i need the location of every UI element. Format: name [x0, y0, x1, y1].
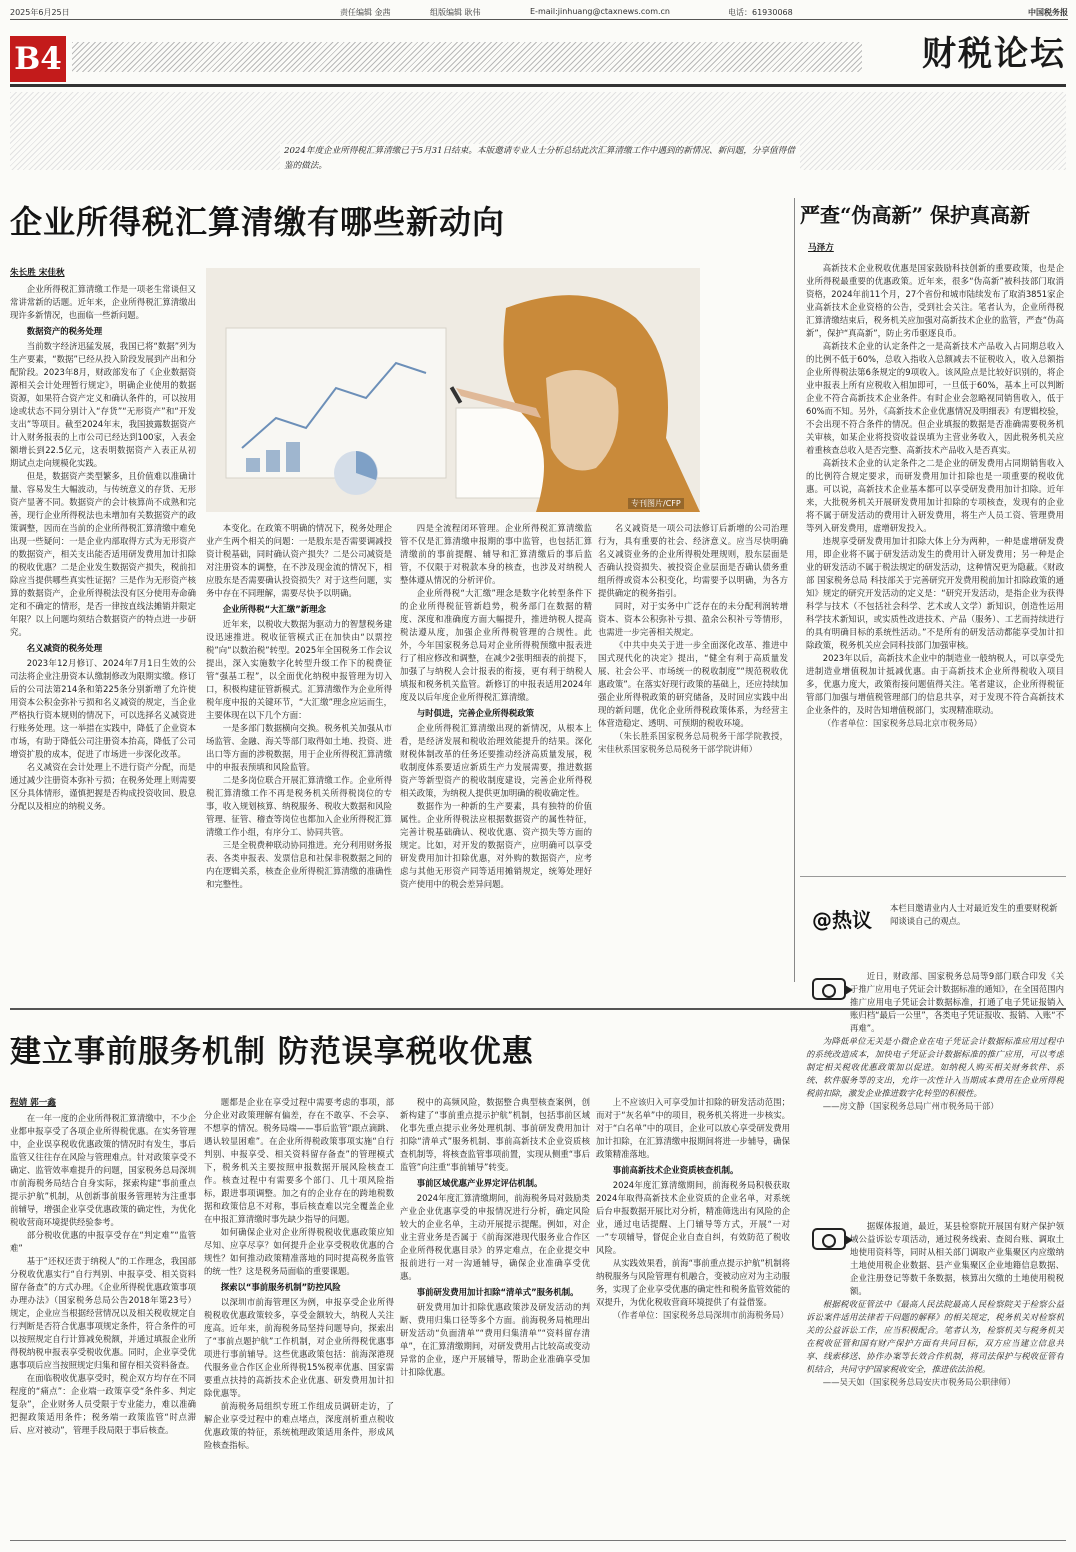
- issue-date: 2025年6月25日: [10, 8, 70, 17]
- hot-topic-description: 本栏目邀请业内人士对最近发生的重要财税新闻谈谈自己的观点。: [890, 903, 1058, 926]
- paragraph: 本变化。在政策不明确的情况下，税务处理企业产生两个相关的问题：一是股东是否需要调减投资计税基础，同时确认资产损失？二是公司减资是对注册资本的调整，在不涉及现金流的情况下，相应股东是否需要确认投资损失？对于这些问题，实务中存在不同理解，需要尽快予以明确。: [206, 523, 392, 598]
- header-hatch-decoration: [72, 42, 862, 72]
- paragraph: 部分税收优惠的申报享受存在“判定难”“监管难”: [10, 1230, 196, 1253]
- hot-item2-news: 据媒体报道，最近，某县检察院开展国有财产保护领域公益诉讼专项活动，通过税务线索、查阅台账、调取土地使用资料等，同时从相关部门调取产业集聚区内应缴纳土地使用税企业数据、县产业集聚区企业地籍信息数据、企业注册登记等数千条数据，核算出欠缴的土地使用税税额。: [850, 1221, 1064, 1296]
- article1-column-3: [400, 522, 592, 994]
- paragraph: 前海税务局组织专班工作组成员调研走访，了解企业享受过程中的难点堵点，深度剖析重点税收优惠政策的特征，系统梳理政策适用条件，形成风险核查指标。: [204, 1401, 394, 1450]
- paragraph: 高新技术企业的认定条件之一是高新技术产品收入占同期总收入的比例不低于60%，总收入指收入总额减去不征税收入，收入总额指企业所得税法第6条规定的9项收入。该风险点是比较好识别的，将企业申报表上所有应税收入相加即可，一旦低于60%，基本上可以判断企业不符合高新技术企业条件。有时企业会忽略视同销售收入，低于60%而不知。另外，《高新技术企业优惠情况及明细表》有逻辑校验，不会出现不符合条件的情况。但企业填报的数据是否准确需要税务机关审核，如某企业将投资收益误填为主营业务收入，因此税务机关应着重核查总收入是否完整、高新技术产品收入是否真实。: [806, 341, 1064, 455]
- column-divider: [794, 198, 795, 982]
- paragraph: 当前数字经济迅猛发展，我国已将“数据”列为生产要素，“数据”已经从投入阶段发展到产出和分配阶段。2023年8月，财政部发布了《企业数据资源相关会计处理暂行规定》，明确企业使用的数据资源，如果符合资产定义和确认条件的，可以按用途或状态不同分别计入“存货”“无形资产”和“开发支出”等项目。截至2024年末，我国披露数据资产计入财务报表的上市公司已经达到100家，入表金额增长到22.5亿元，这表明数据资产入表正从初期试点走向规模化实践。: [10, 341, 196, 468]
- article1-column-1: [10, 283, 196, 993]
- paragraph: 2023年12月修订、2024年7月1日生效的公司法将企业注册资本认缴制修改为限期实缴。修订后的公司法第214条和第225条分别新增了允许使用资本公积金弥补亏损和名义减资的规定，当企业严格执行资本规则的情况下，可以选择名义减资进行账务处理。这一举措在实践中，降低了企业资本市场，有助于降低公司注册资本抬高，降低了公司增资扩股的成本，促进了市场进一步深化改革。: [10, 658, 196, 759]
- paragraph: 企业所得税汇算清缴出现的新情况，从根本上看，是经济发展和税收治理效能提升的结果。深化财税体制改革的任务还要推动经济高质量发展，税收制度体系要适应新质生产力发展需要，推进数据资产等新型资产的税收制度建设，完善企业所得税相关政策，为纳税人提供更加明确的税收确定性。: [400, 723, 592, 798]
- article3-headline: 建立事前服务机制 防范误享税收优惠: [10, 1034, 534, 1070]
- paragraph: 题都是企业在享受过程中需要考虑的事项，部分企业对政策理解有偏差，存在不敢享、不会享、不想享的情况。税务局端——事后监管“跟点滴跳、遇认较显困难”。在企业所得税政策事项实施“自行判别、申报享受、相关资料留存备查”的管理模式下，税务机关主要按照申报数据开展风险核查工作。核查过程中有需要多个部门、几十项风险指标，跟进事项调整。加之有的企业存在的跨地税数据和政策信息不对称，事后核查难以完全覆盖企业在申报汇算清缴时事先缺少指导的问题。: [204, 1097, 394, 1224]
- article3-byline: 程婧 郭一鑫: [10, 1098, 56, 1108]
- bottom-rule: [10, 1540, 1066, 1541]
- paragraph: 研发费用加计扣除优惠政策涉及研发活动的判断、费用归集口径等多个方面。前海税务局梳理出研发活动“负面清单”“费用归集清单”“资料留存清单”，在汇算清缴期间，对研发费用占比较高或变动异常的企业，逐户开展辅导，帮助企业准确享受加计扣除优惠。: [400, 1302, 590, 1377]
- paragraph: 同时，对于实务中广泛存在的未分配利润转增资本、资本公积弥补亏损、盈余公积补亏等情形，也需进一步完善相关规定。: [598, 601, 788, 637]
- subheading: 探索以“事前服务机制”防控风险: [220, 1282, 341, 1292]
- article1-column-2: [206, 522, 392, 994]
- paragraph: 2023年以后，高新技术企业中的制造业一般纳税人，可以享受先进制造业增值税加计抵减优惠。由于高新技术企业所得税收入项目多，优惠力度大，政策衔接问题值得关注。笔者建议，企业所得税征管部门加强与增值税管理部门的信息共享，对于发现不符合高新技术企业条件的，及时告知增值税部门，实现精准联动。: [806, 653, 1064, 715]
- article1-byline: 朱长胜 宋佳秋: [10, 268, 65, 278]
- paragraph: 2024年度汇算清缴期间，前海税务局对鼓励类产业企业优惠享受的申报情况进行分析，确定风险较大的企业名单，主动开展提示提醒。例如，对企业主营业务是否属于《前海深港现代服务业合作区企业所得税优惠目录》的界定难点，在企业提交申报前进行一对一沟通辅导，确保企业准确享受优惠。: [400, 1193, 590, 1281]
- author-note: （朱长胜系国家税务总局税务干部学院教授，宋佳秋系国家税务总局税务干部学院讲师）: [598, 731, 788, 754]
- paragraph: 但是，数据资产类型繁多，且价值难以准确计量、容易发生大幅波动，与传统意义的存货、无形资产显著不同。数据资产的会计核算尚不成熟和完善，现行企业所得税法也未增加有关数据资产的政策调整，因而在当前的企业所得税汇算清缴中难免出现一些疑问：一是企业内部取得方式为无形资产的数据资产，相关支出能否适用研发费用加计扣除的税收优惠？二是企业发生数据资产损失，税前扣除应当提供哪些真实性证据？三是作为无形资产核算的数据资产，企业所得税法没有区分使用寿命确定和不确定的情形，是否一律按直线法摊销并限定年限？以上问题均须结合数据资产的特点进一步研究。: [10, 471, 196, 637]
- article3-column-3: [400, 1096, 590, 1536]
- article1-headline: 企业所得税汇算清缴有哪些新动向: [10, 203, 506, 241]
- article2-body: [806, 262, 1064, 862]
- page-number-badge: B4: [10, 36, 66, 82]
- paragraph: 企业所得税汇算清缴工作是一项老生常谈但又常讲常新的话题。近年来，企业所得税汇算清缴出现许多新情况，也面临一些新问题。: [10, 284, 196, 320]
- paragraph: 高新技术企业的认定条件之二是企业的研发费用占同期销售收入的比例符合规定要求，而研发费用加计扣除也是一项重要的税收优惠。可以说，高新技术企业基本都可以享受研发费用加计扣除。近年来，大批税务机关开展研发费用加计扣除的专项核查，发现有的企业将不属于研发活动的费用计入研发费用，将生产人员工资、管理费用等列入研发费用，虚增研发投入。: [806, 458, 1064, 533]
- subheading: 事前研发费用加计扣除“清单式”服务机制。: [416, 1287, 579, 1297]
- author-note: （作者单位：国家税务总局北京市税务局）: [822, 718, 982, 728]
- hot-item1-comment: 为降低单位无关是小微企业在电子凭证会计数据标准应用过程中的系统改造成本，加快电子凭证会计数据标准的推广应用，可以考虑制定相关税收优惠政策加以促进。如纳税人购买相关财务软件、系统、软件服务等的支出，允许一次性计入当期成本费用在企业所得税税前扣除，激发企业推进数字化转型的积极性。: [806, 1036, 1064, 1098]
- article3-column-1: [10, 1112, 196, 1536]
- photo-illustration: [206, 268, 700, 512]
- section-title: 财税论坛: [922, 34, 1066, 74]
- subheading: 企业所得税“大汇缴”新理念: [222, 604, 326, 614]
- subheading: 名义减资的税务处理: [26, 643, 103, 653]
- paper-name: 中国税务报: [1028, 8, 1068, 17]
- paragraph: 在一年一度的企业所得税汇算清缴中，不少企业都申报享受了各项企业所得税优惠。在实务管理中，企业误享税收优惠政策的情况时有发生，事后监管又往往存在风险与管理难点。针对政策享受不确定、监管效率难提升的问题，国家税务总局深圳市前海税务局结合自身实际，探索构建“事前重点提示护航”机制，从创新事前服务管理转为注重事前辅导，增强企业享受优惠政策的确定性，为优化税收营商环境提供经验参考。: [10, 1113, 196, 1227]
- hot-item2-comment: 根据税收征管法中《最高人民法院最高人民检察院关于检察公益诉讼案件适用法律若干问题的解释》的相关规定，税务机关对检察机关的公益诉讼工作，应当积极配合。笔者认为，检察机关与税务机关在税收征管和国有财产保护方面有共同目标，双方应当建立信息共享、线索移送、协作办案等长效合作机制，将司法保护与税收征管有机结合，共同守护国家税收安全，推进依法治税。: [806, 1299, 1064, 1374]
- paragraph: 近年来，以税收大数据为驱动力的智慧税务建设迅速推进。税收征管模式正在加快由“以票控税”向“以数治税”转型。2025年全国税务工作会议提出，深入实施数字化转型升级工作下的税费征管“强基工程”，以全面优化纳税申报管理为切入口，积极构建征管新模式。汇算清缴作为企业所得税年度申报的关键环节，“大汇缴”理念应运而生，主要体现在以下几个方面：: [206, 619, 392, 720]
- article2-headline: 严查“伪高新” 保护真高新: [800, 203, 1030, 227]
- paragraph: 上不应该归入可享受加计扣除的研发活动范围；而对于“灰名单”中的项目，税务机关将进一步核实。对于“白名单”中的项目，企业可以放心享受研发费用加计扣除，在汇算清缴申报期间将进一步辅导，确保政策精准落地。: [596, 1097, 790, 1159]
- hot-item2-signature: ——吴天如（国家税务总局安庆市税务局公职律师）: [822, 1377, 1016, 1387]
- photo-credit: 专刊图片/CFP: [628, 498, 684, 509]
- paragraph: 名义减资在会计处理上不进行资产分配，而是通过减少注册资本弥补亏损；在税务处理上则需要区分具体情形，谨慎把握是否构成投资收回、股息分配以及相应的纳税义务。: [10, 762, 196, 811]
- subheading: 事前区域优惠产业界定评估机制。: [416, 1178, 543, 1188]
- paragraph: 企业所得税“大汇缴”理念是数字化转型条件下的企业所得税征管新趋势，税务部门在数据的精度、深度和准确度方面大幅提升，推进纳税人提高税法遵从度，加强企业所得税管理的合规性。此外，今年国家税务总局对企业所得税预缴申报表进行了相应修改和调整，在减少2张明细表的前提下，加强了与纳税人会计报表的衔接，更有利于纳税人填报和税务机关监管。新修订的申报表适用2024年度及以后年度企业所得税汇算清缴。: [400, 588, 592, 702]
- article1-photo: [206, 268, 700, 512]
- contact-phone: 电话：61930068: [728, 8, 793, 17]
- paragraph: 在面临税收优惠享受时，税企双方均存在不同程度的“痛点”：企业端一政策享受“条件多、判定复杂”，企业财务人员受限于专业能力，难以准确把握政策适用条件；税务端一政策监管“时点滞后、应对被动”，管理手段局限于事后核查。: [10, 1373, 196, 1435]
- paragraph: 以深圳市前海管理区为例，申报享受企业所得税税收优惠政策较多，享受金额较大，纳税人关注度高。近年来，前海税务局坚持问题导向，探索出了“事前点题护航”工作机制，对企业所得税优惠事项进行事前辅导。这些优惠政策包括：前海深港现代服务业合作区企业所得税15%税率优惠、国家需要重点扶持的高新技术企业优惠、研发费用加计扣除优惠等。: [204, 1297, 394, 1398]
- hot-topic-item-2: [806, 1220, 1064, 1520]
- subheading: 事前高新技术企业资质核查机制。: [612, 1165, 739, 1175]
- paragraph: 2024年度汇算清缴期间，前海税务局积极获取2024年取得高新技术企业资质的企业名单，对系统后台申报数据开展比对分析，精准筛选出有风险的企业，通过电话提醒、上门辅导等方式，开展“一对一”专项辅导，督促企业自查自纠，有效防范了税收风险。: [596, 1180, 790, 1255]
- paragraph: 税中的高频风险，数据整合典型核查案例，创新构建了“事前重点提示护航”机制，包括事前区域化事先重点提示业务处理机制、事前研发费用加计扣除“清单式”服务机制、事前高新技术企业资质核查机制等，将核查监管事项前置，实现从侧重“事后监管”向注重“事前辅导”转变。: [400, 1097, 590, 1172]
- paragraph: 三是全税费种联动协同推进。充分利用财务报表、各类申报表、发票信息和社保非税数据之间的内在逻辑关系，核查企业所得税汇算清缴的准确性和完整性。: [206, 840, 392, 889]
- header-rule: [10, 84, 1066, 87]
- intro-lead: 2024年度企业所得税汇算清缴已于5月31日结束。本版邀请专业人士分析总结此次汇算清缴工作中遇到的新情况、新问题，分享值得借鉴的做法。: [280, 144, 800, 174]
- paragraph: 如何确保企业对企业所得税税收优惠政策应知尽知、应享尽享？如何提升企业享受税收优惠的合规性？如何推动政策精准落地的同时提高税务监管的统一性？这是税务局面临的重要课题。: [204, 1227, 394, 1276]
- subheading: 与时俱进，完善企业所得税政策: [416, 708, 535, 718]
- hot-topic-item-1: [806, 970, 1064, 1196]
- paragraph: 名义减资是一项公司法修订后新增的公司治理行为，具有重要的社会、经济意义。应当尽快明确名义减资业务的企业所得税处理规则，股东层面是否确认投资损失、被投资企业层面是否确认债务重组所得或资本公积变化，均需要予以明确，为各方提供确定的税务指引。: [598, 523, 788, 598]
- paragraph: 一是多部门数据横向交换。税务机关加强从市场监管、金融、海关等部门取得如土地、投资、进出口等方面的涉税数据，用于企业所得税汇算清缴中的申报表预填和风险监管。: [206, 723, 392, 772]
- paragraph: 二是多岗位联合开展汇算清缴工作。企业所得税汇算清缴工作不再是税务机关所得税岗位的专事，收入规划核算、纳税服务、税收大数据和风险管理、征管、稽查等岗位也都加入企业所得税汇算清缴工作小组，有序分工、协同共管。: [206, 775, 392, 837]
- hot-item1-signature: ——房文静（国家税务总局广州市税务局干部）: [822, 1101, 999, 1111]
- paragraph: 四是全流程闭环管理。企业所得税汇算清缴监管不仅是汇算清缴申报期的事中监管，也包括汇算清缴前的事前提醒、辅导和汇算清缴后的事后监管，不仅限于对税款本身的核查，也涉及对纳税人整体遵从情况的分析评价。: [400, 523, 592, 585]
- paragraph: 违规享受研发费用加计扣除大体上分为两种，一种是虚增研发费用，即企业将不属于研发活动发生的费用计入研发费用；另一种是企业的研发活动不属于税法规定的研发活动，这种情况更为隐蔽。《财政部 国家税务总局 科技部关于完善研究开发费用税前加计扣除政策的通知》规定的研究开发活动的定义是：“研究开发活动，是指企业为获得科学与技术（不包括社会科学、艺术或人文学）新知识，创造性运用科学技术新知识，或实质性改进技术、产品（服务）、工艺而持续进行的具有明确目标的系统性活动。”不是所有的研发活动都能享受加计扣除政策，税务机关应会同科技部门加强审核。: [806, 536, 1064, 650]
- paragraph: 《中共中央关于进一步全面深化改革、推进中国式现代化的决定》提出，“健全有利于高质量发展、社会公平、市场统一的税收制度”“规范税收优惠政策”。在落实好现行政策的基础上，还应持续加强企业所得税政策的研究储备，及时回应实践中出现的新问题，优化企业所得税政策体系，为经营主体营造稳定、透明、可预期的税收环境。: [598, 640, 788, 728]
- paragraph: 高新技术企业税收优惠是国家鼓励科技创新的重要政策，也是企业所得税最重要的优惠政策。近年来，很多“伪高新”被科技部门取消资格，2024年前11个月，27个省份和城市陆续发布了取消3851家企业高新技术企业资格的公告，受到社会关注。笔者认为，企业所得税汇算清缴结束后，税务机关应加强对高新技术企业的监管，严查“伪高新”，保护“真高新”，防止劣币驱逐良币。: [806, 263, 1064, 338]
- paragraph: 从实践效果看，前海“事前重点提示护航”机制将纳税服务与风险管理有机融合，变被动应对为主动服务，实现了企业享受优惠的确定性和税务监管效能的双提升，为优化税收营商环境提供了有益借鉴。: [596, 1258, 790, 1307]
- article3-column-4: [596, 1096, 790, 1536]
- layout-credit: 组版编辑 耿伟: [430, 8, 481, 17]
- hot-topic-label: @热议: [812, 908, 872, 932]
- contact-email: E-mail:jinhuang@ctaxnews.com.cn: [530, 7, 670, 16]
- subheading: 数据资产的税务处理: [26, 326, 103, 336]
- editor-credit: 责任编辑 金茜: [340, 8, 391, 17]
- author-note: （作者单位：国家税务总局深圳市前海税务局）: [612, 1310, 789, 1320]
- article1-column-4: [598, 522, 788, 994]
- hot-item1-news: 近日，财政部、国家税务总局等9部门联合印发《关于推广应用电子凭证会计数据标准的通知》，在全国范围内推广应用电子凭证会计数据标准，打通了电子凭证报销入账归档“最后一公里”，各类电子凭证报收、报销、入账“不再难”。: [850, 971, 1064, 1033]
- article2-byline: 马泽方: [808, 243, 834, 253]
- paragraph: 数据作为一种新的生产要素，具有独特的价值属性。企业所得税法应根据数据资产的属性特征，完善计税基础确认、税收优惠、资产损失等方面的规定。比如，对开发的数据资产，应明确可以享受研发费用加计扣除优惠，对外购的数据资产，应考虑与其他无形资产同等适用摊销规定，统筹处理好资产使用中的税会差异问题。: [400, 801, 592, 889]
- paragraph: 基于“还权还责于纳税人”的工作理念，我国部分税收优惠实行“自行判别、申报享受、相关资料留存备查”的方式办理。《企业所得税优惠政策事项办理办法》（国家税务总局公告2018年第23号）规定，企业应当根据经营情况以及相关税收规定自行判断是否符合优惠事项规定条件，符合条件的可以按照规定自行计算减免税额，并通过填报企业所得税纳税申报表享受税收优惠。同时，企业享受优惠事项后应当按照规定归集和留存相关资料备查。: [10, 1256, 196, 1370]
- masthead-bar: [10, 6, 1068, 20]
- section-divider: [10, 1008, 1066, 1010]
- article3-column-2: [204, 1096, 394, 1536]
